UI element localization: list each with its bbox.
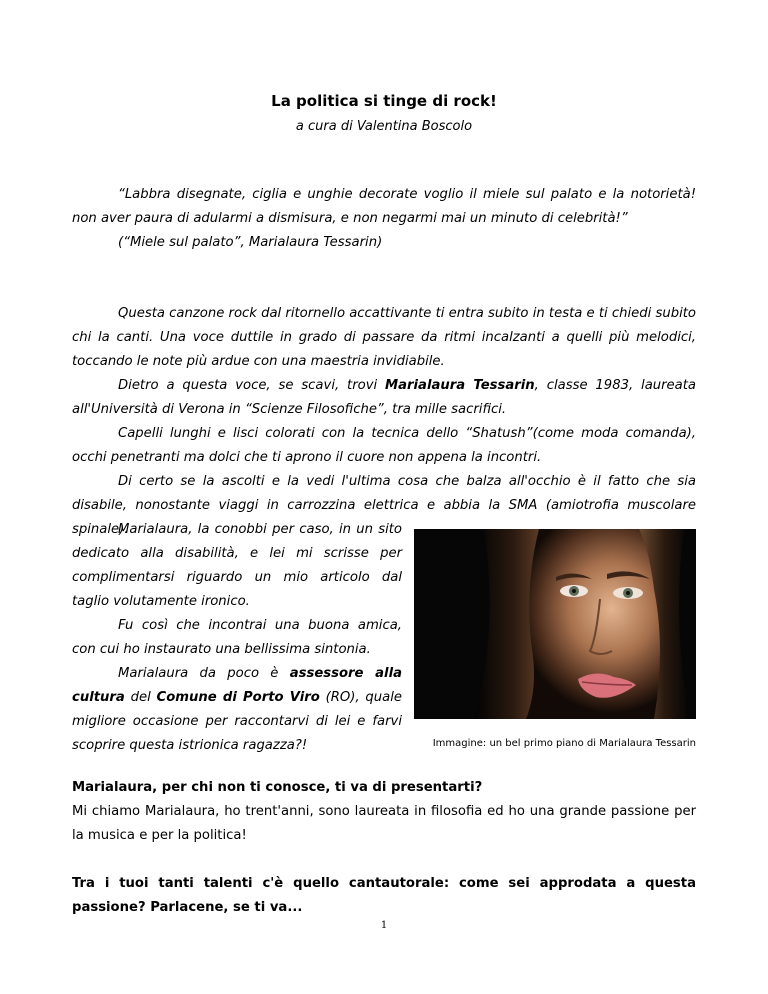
paragraph-voice <box>72 374 696 422</box>
quote-source: (“Miele sul palato”, Marialaura Tessarin) <box>118 235 383 250</box>
paragraph-role-text-a: Marialaura da poco è <box>118 666 290 681</box>
paragraph-appearance: Capelli lunghi e lisci colorati con la tecnica dello “Shatush”(come moda comanda), occhi penetranti ma dolci che ti aprono il cuore non appena la incontri. <box>72 426 696 465</box>
article-byline: a cura di Valentina Boscolo <box>295 119 473 134</box>
photo-caption: Immagine: un bel primo piano di Marialaura Tessarin <box>432 738 696 749</box>
municipality-name: Comune di Porto Viro <box>156 690 320 705</box>
interview-question-1: Marialaura, per chi non ti conosce, ti va di presentarti? <box>72 780 483 795</box>
role-title: assessore alla cultura <box>72 666 402 705</box>
paragraph-friendship: Fu così che incontrai una buona amica, con cui ho instaurato una bellissima sintonia. <box>72 618 402 657</box>
interview-answer-1: Mi chiamo Marialaura, ho trent'anni, sono laureata in filosofia ed ho una grande passione per la musica e per la politica! <box>72 804 696 843</box>
interview-question-2: Tra i tuoi tanti talenti c'è quello cantautorale: come sei approdata a questa passione? Parlacene, se ti va... <box>72 876 696 915</box>
song-quote: “Labbra disegnate, ciglia e unghie decorate voglio il miele sul palato e la notorietà! non aver paura di adularmi a dismisura, e non negarmi mai un minuto di celebrità!” <box>72 187 696 226</box>
article-title: La politica si tinge di rock! <box>271 92 497 110</box>
page-number: 1 <box>380 920 388 931</box>
paragraph-voice-text-b: , classe 1983, laureata all'Università di Verona in “Scienze Filosofiche”, tra mille sacrifici. <box>72 378 696 417</box>
paragraph-voice-text-a: Dietro a questa voce, se scavi, trovi <box>118 378 386 393</box>
paragraph-role <box>72 662 402 758</box>
singer-name: Marialaura Tessarin <box>385 378 535 393</box>
paragraph-disability: Di certo se la ascolti e la vedi l'ultima cosa che balza all'occhio è il fatto che sia disabile, nonostante viaggi in carrozzina elettrica e abbia la SMA (amiotrofia muscolare spinale). <box>72 474 696 537</box>
paragraph-intro: Questa canzone rock dal ritornello accattivante ti entra subito in testa e ti chiedi subito chi la canti. Una voce duttile in grado di passare da ritmi incalzanti a quelli più melodici, toccando le note più ardue con una maestria invidiabile. <box>72 306 696 369</box>
paragraph-role-text-c: (RO), quale migliore occasione per raccontarvi di lei e farvi scoprire questa istrionica ragazza?! <box>72 690 402 753</box>
portrait-illustration <box>414 529 696 719</box>
paragraph-role-text-b: del <box>124 690 157 705</box>
paragraph-meeting: Marialaura, la conobbi per caso, in un sito dedicato alla disabilità, e lei mi scrisse per complimentarsi riguardo un mio articolo dal taglio volutamente ironico. <box>72 522 402 609</box>
portrait-photo <box>414 529 696 719</box>
